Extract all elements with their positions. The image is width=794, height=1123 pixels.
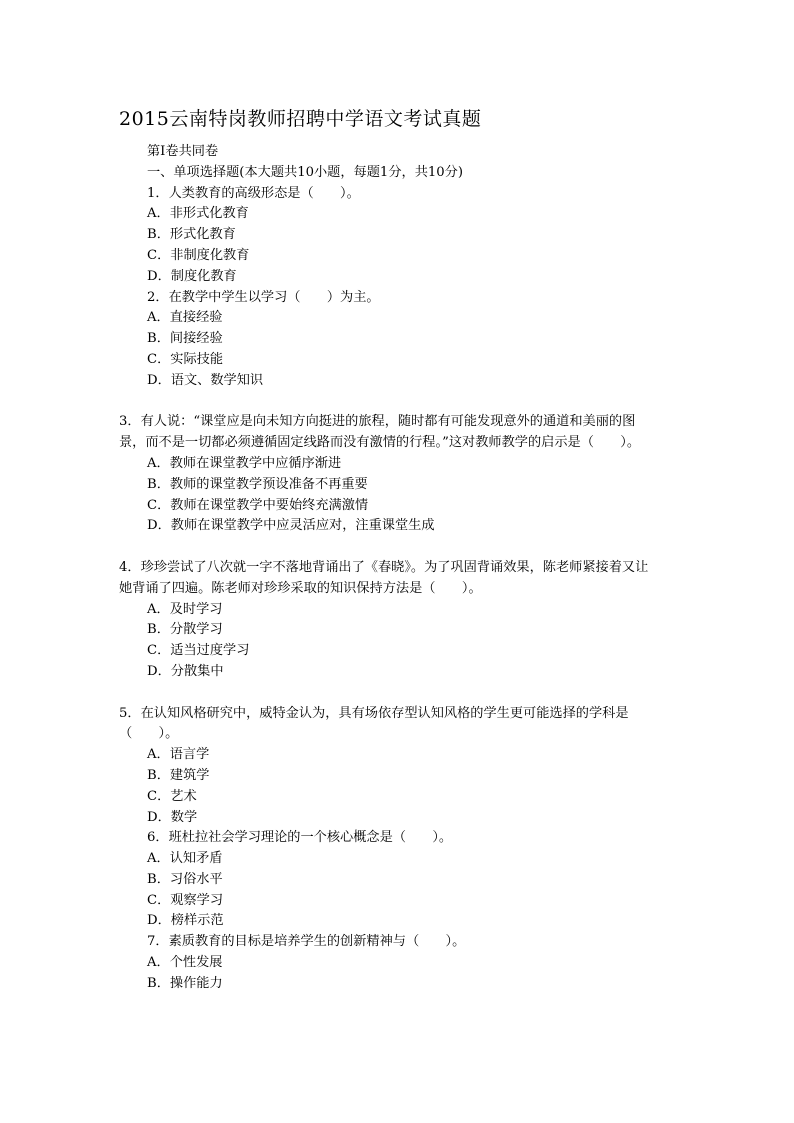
option-a: A．认知矛盾 bbox=[147, 851, 223, 867]
option-b: B．操作能力 bbox=[147, 975, 223, 991]
option-d: D．数学 bbox=[147, 809, 198, 825]
option-b: B．分散学习 bbox=[147, 622, 223, 638]
option-c: C．实际技能 bbox=[147, 351, 224, 367]
option-a: A．个性发展 bbox=[147, 955, 223, 971]
option-b: B．间接经验 bbox=[147, 331, 223, 347]
question-stem: 2．在教学中学生以学习（ ）为主。 bbox=[147, 289, 380, 305]
option-b: B．建筑学 bbox=[147, 767, 210, 783]
spacer bbox=[147, 392, 687, 413]
option-a: A．直接经验 bbox=[147, 310, 223, 326]
question-2 bbox=[147, 288, 687, 392]
spacer bbox=[147, 537, 687, 558]
question-1 bbox=[147, 184, 687, 288]
option-d: D．语文、数学知识 bbox=[147, 372, 264, 388]
question-7 bbox=[147, 932, 687, 994]
option-b: B．教师的课堂教学预设准备不再重要 bbox=[147, 476, 368, 492]
question-stem: 7．素质教育的目标是培养学生的创新精神与（ ）。 bbox=[147, 934, 466, 950]
option-c: C．艺术 bbox=[147, 788, 197, 804]
option-c: C．教师在课堂教学中要始终充满激情 bbox=[147, 497, 369, 513]
option-c: C．适当过度学习 bbox=[147, 643, 250, 659]
question-3 bbox=[119, 412, 687, 537]
option-d: D．教师在课堂教学中应灵活应对，注重课堂生成 bbox=[147, 518, 435, 534]
question-stem: 6．班杜拉社会学习理论的一个核心概念是（ ）。 bbox=[147, 830, 453, 846]
option-d: D．分散集中 bbox=[147, 663, 224, 679]
question-stem: 3．有人说：“课堂应是向未知方向挺进的旅程，随时都有可能发现意外的通道和美丽的图景，而不是一切都必须遵循固定线路而没有激情的行程。”这对教师教学的启示是（ ）。 bbox=[119, 414, 641, 451]
option-c: C．非制度化教育 bbox=[147, 247, 250, 263]
option-a: A．非形式化教育 bbox=[147, 206, 249, 222]
question-stem: 4．珍珍尝试了八次就一字不落地背诵出了《春晓》。为了巩固背诵效果，陈老师紧接着又让她背诵了四遍。陈老师对珍珍采取的知识保持方法是（ ）。 bbox=[119, 559, 649, 596]
document-title: 2015云南特岗教师招聘中学语文考试真题 bbox=[119, 108, 482, 130]
question-4 bbox=[119, 558, 687, 683]
option-d: D．榜样示范 bbox=[147, 913, 224, 929]
question-5 bbox=[119, 704, 687, 829]
document-body bbox=[119, 142, 687, 995]
part-heading: 一、单项选择题(本大题共10小题，每题1分，共10分) bbox=[147, 164, 463, 180]
spacer bbox=[147, 683, 687, 704]
option-c: C．观察学习 bbox=[147, 892, 224, 908]
question-stem: 5．在认知风格研究中，威特金认为，具有场依存型认知风格的学生更可能选择的学科是（ ）。 bbox=[119, 705, 629, 742]
option-a: A．及时学习 bbox=[147, 601, 223, 617]
option-d: D．制度化教育 bbox=[147, 268, 237, 284]
question-stem: 1．人类教育的高级形态是（ ）。 bbox=[147, 185, 360, 201]
question-6 bbox=[147, 828, 687, 932]
section-heading: 第Ⅰ卷共同卷 bbox=[147, 144, 219, 159]
option-b: B．习俗水平 bbox=[147, 871, 223, 887]
option-b: B．形式化教育 bbox=[147, 227, 236, 243]
option-a: A．教师在课堂教学中应循序渐进 bbox=[147, 455, 342, 471]
option-a: A．语言学 bbox=[147, 747, 210, 763]
